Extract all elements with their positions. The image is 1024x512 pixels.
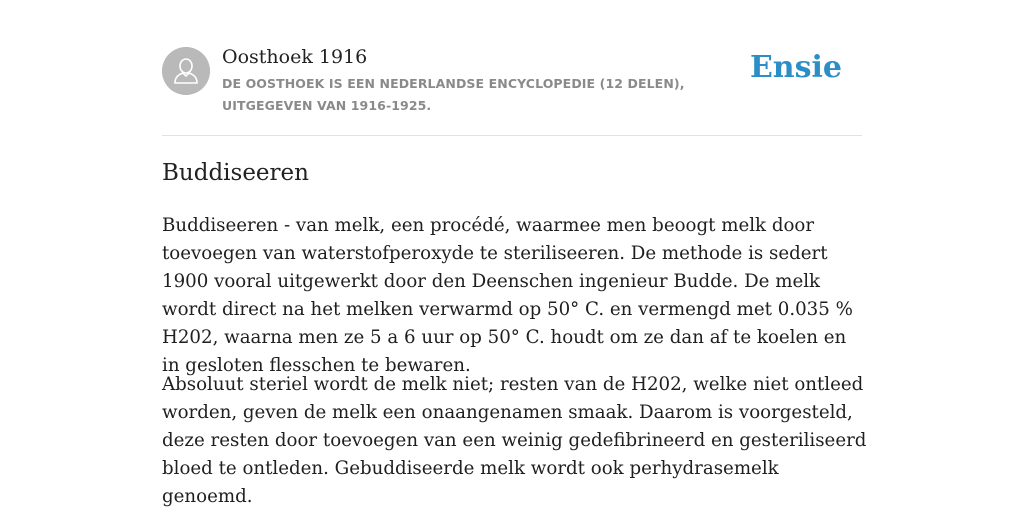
source-description: DE OOSTHOEK IS EEN NEDERLANDSE ENCYCLOPEDIE (12 DELEN), UITGEGEVEN VAN 1916-1925. xyxy=(222,76,685,113)
article-paragraph: Absoluut steriel wordt de melk niet; resten van de H202, welke niet ontleed worden, geven de melk een onaangenamen smaak. Daarom is voorgesteld, deze resten door toevoegen van een weinig gedefibrineerd en gesteriliseerd bloed te ontleden. Gebuddiseerde melk wordt ook perhydrasemelk genoemd. xyxy=(162,374,867,507)
article-paragraph: Buddiseeren - van melk, een procédé, waarmee men beoogt melk door toevoegen van waterstofperoxyde te steriliseeren. De methode is sedert 1900 vooral uitgewerkt door den Deenschen ingenieur Budde. De melk wordt direct na het melken verwarmd op 50° C. en vermengd met 0.035 % H202, waarna men ze 5 a 6 uur op 50° C. houdt om ze dan af te koelen en in gesloten flesschen te bewaren. xyxy=(162,215,853,376)
article-container xyxy=(162,0,867,507)
ensie-logo[interactable]: Ensie xyxy=(749,50,842,85)
source-name[interactable]: Oosthoek 1916 xyxy=(222,46,368,68)
source-header xyxy=(162,0,862,136)
user-silhouette-icon xyxy=(162,47,210,95)
article-title: Buddiseeren xyxy=(162,160,309,186)
